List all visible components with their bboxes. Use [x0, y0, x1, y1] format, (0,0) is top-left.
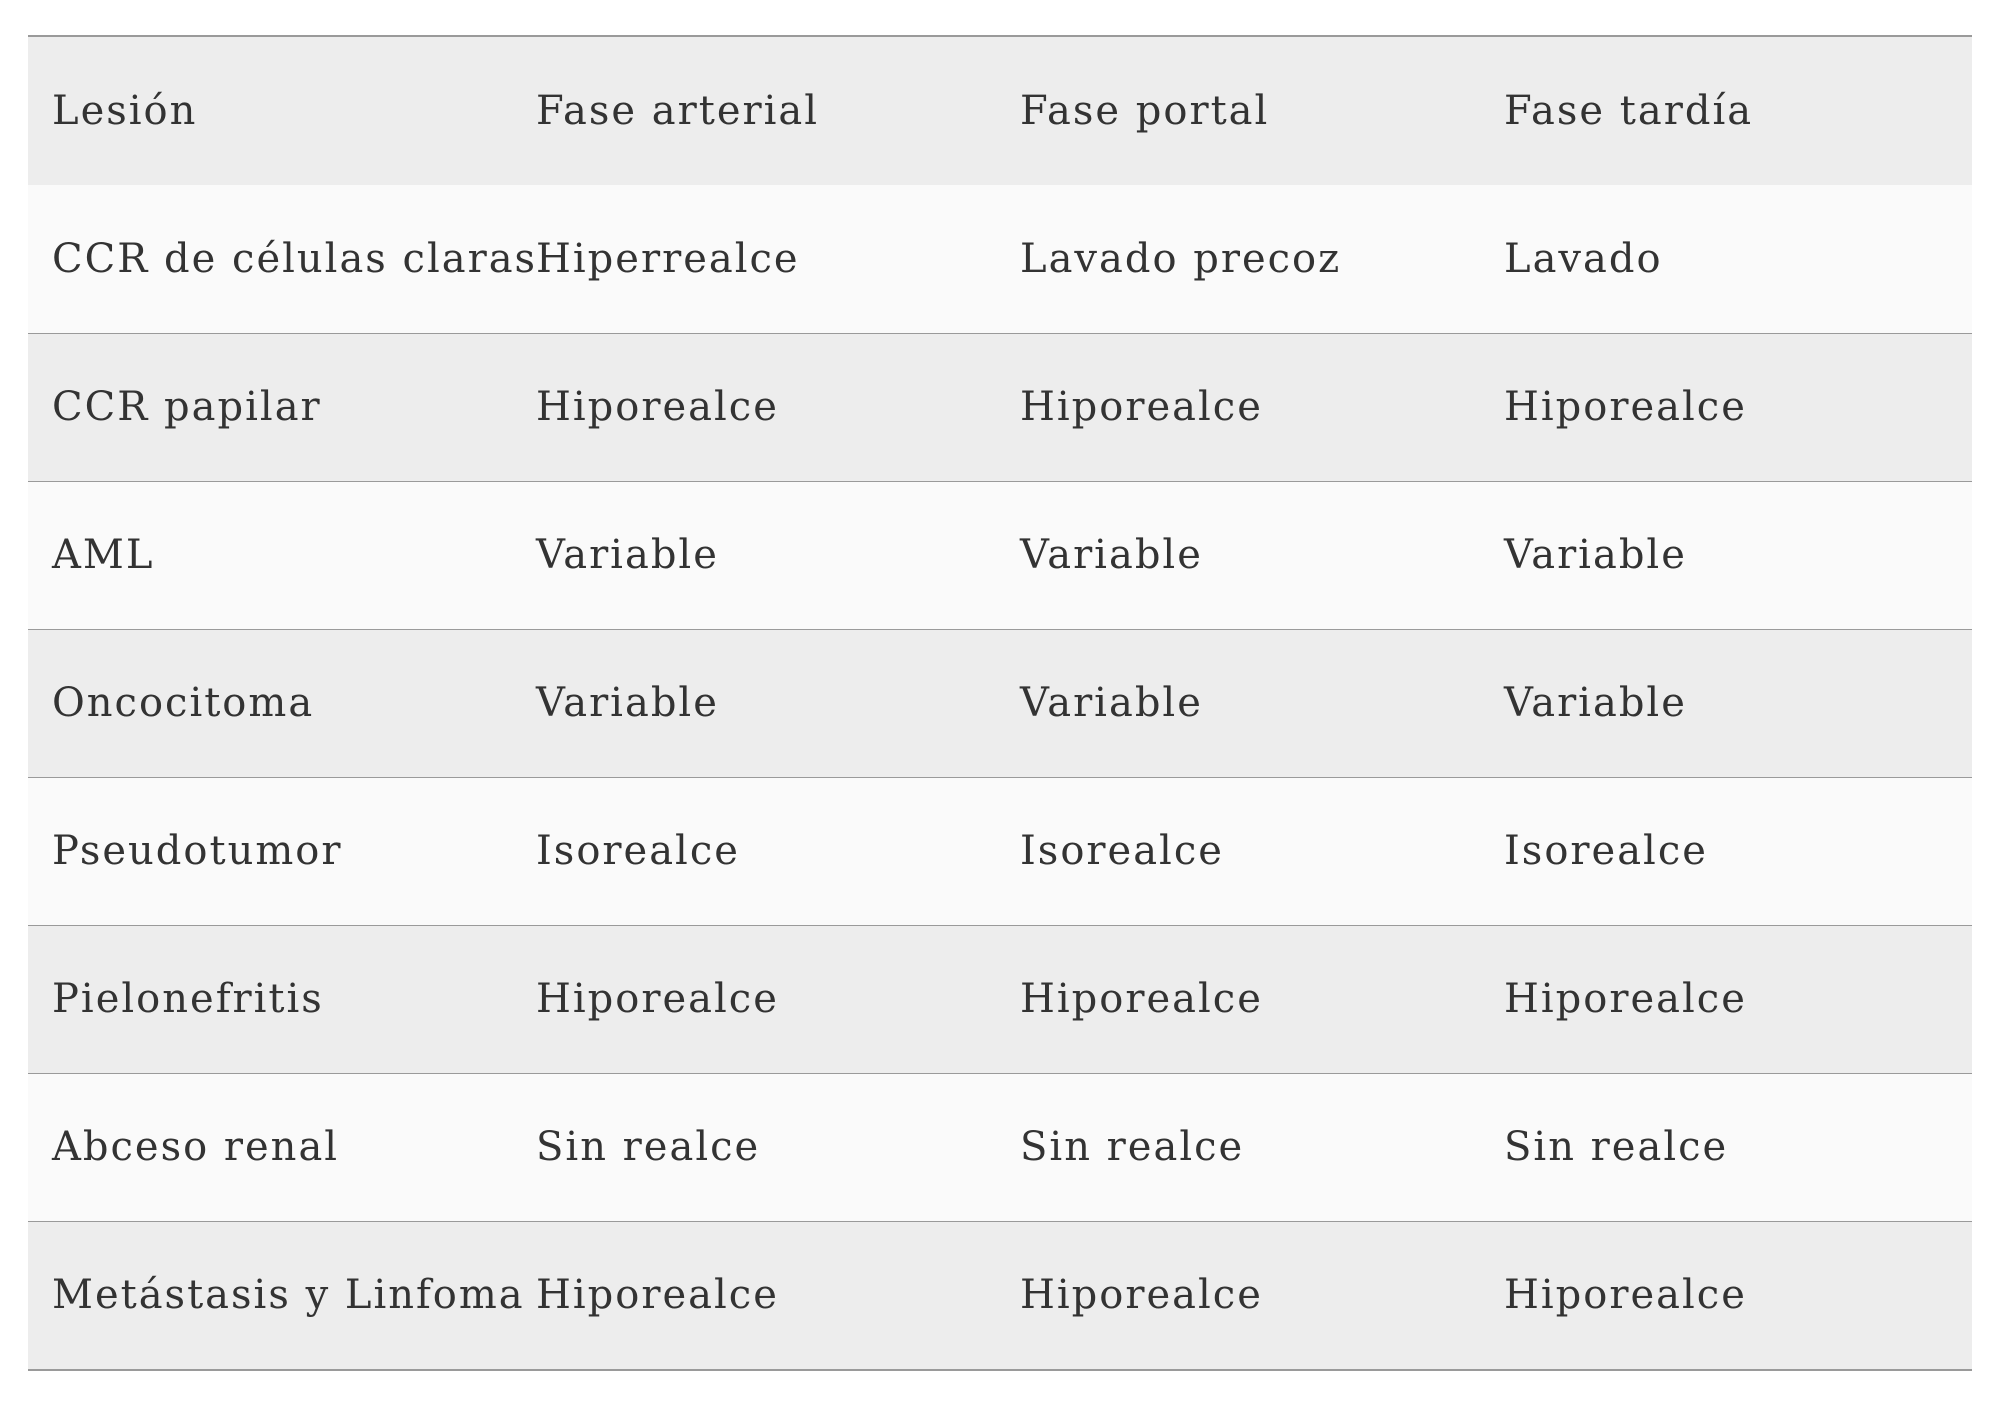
table-row [28, 185, 1972, 333]
cell-arterial: Hiporealce [512, 333, 996, 481]
cell-late: Hiporealce [1480, 333, 1972, 481]
cell-arterial: Sin realce [512, 1073, 996, 1221]
cell-late: Sin realce [1480, 1073, 1972, 1221]
lesion-enhancement-table [28, 37, 1972, 1369]
cell-portal: Lavado precoz [1020, 235, 1342, 282]
cell-late: Hiporealce [1480, 1221, 1972, 1369]
cell-arterial: Hiporealce [512, 1221, 996, 1369]
cell-late: Variable [1480, 629, 1972, 777]
table-row [28, 925, 1972, 1073]
cell-lesion: Abceso renal [28, 1073, 512, 1221]
cell-lesion: Metástasis y Linfoma [28, 1221, 512, 1369]
cell-portal: Hiporealce [996, 333, 1480, 481]
enhancement-table [28, 35, 1972, 1371]
header-lesion: Lesión [52, 88, 198, 134]
cell-portal: Variable [996, 481, 1480, 629]
cell-lesion: Pseudotumor [28, 777, 512, 925]
cell-arterial: Hiperrealce [536, 235, 800, 282]
cell-portal: Hiporealce [996, 1221, 1480, 1369]
cell-lesion: CCR de células claras [52, 235, 538, 282]
cell-arterial: Hiporealce [512, 925, 996, 1073]
cell-lesion: AML [28, 481, 512, 629]
table-row [28, 1221, 1972, 1369]
table-row [28, 481, 1972, 629]
cell-late: Hiporealce [1480, 925, 1972, 1073]
table-header-row [28, 37, 1972, 185]
cell-late: Variable [1480, 481, 1972, 629]
cell-portal: Hiporealce [996, 925, 1480, 1073]
cell-lesion: CCR papilar [28, 333, 512, 481]
header-late-phase: Fase tardía [1504, 88, 1754, 134]
table-row [28, 777, 1972, 925]
cell-portal: Sin realce [996, 1073, 1480, 1221]
cell-lesion: Oncocitoma [28, 629, 512, 777]
table-row [28, 333, 1972, 481]
cell-late: Isorealce [1480, 777, 1972, 925]
cell-arterial: Variable [512, 629, 996, 777]
table-row [28, 629, 1972, 777]
cell-late: Lavado [1504, 235, 1663, 282]
header-portal-phase: Fase portal [1020, 88, 1270, 134]
header-arterial-phase: Fase arterial [536, 88, 820, 134]
cell-arterial: Isorealce [512, 777, 996, 925]
cell-portal: Variable [996, 629, 1480, 777]
cell-arterial: Variable [512, 481, 996, 629]
cell-lesion: Pielonefritis [28, 925, 512, 1073]
cell-portal: Isorealce [996, 777, 1480, 925]
table-row [28, 1073, 1972, 1221]
